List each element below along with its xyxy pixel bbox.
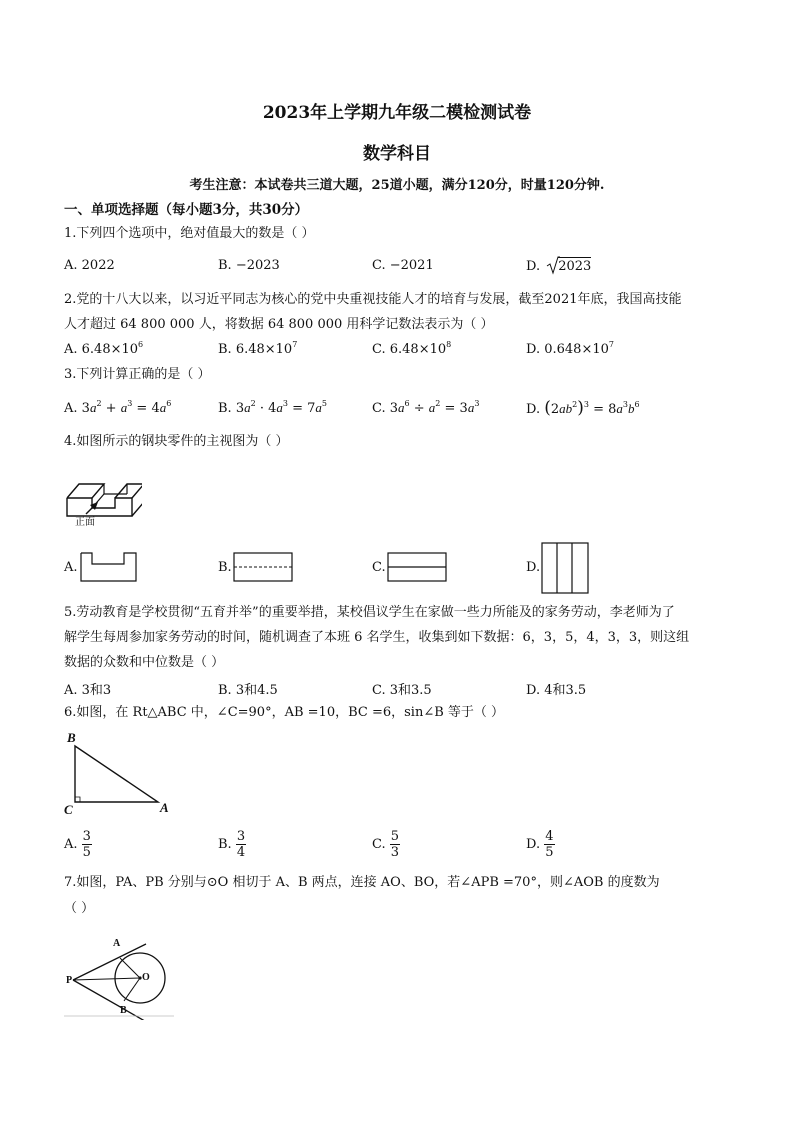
question-6-option-b (218, 829, 246, 860)
option-a-fraction (82, 829, 92, 860)
question-4-option-d: D. (526, 560, 541, 575)
question-2-stem-line1: 2.党的十八大以来，以习近平同志为核心的党中央重视技能人才的培育与发展，截至2021年底，我国高技能 (64, 292, 682, 307)
question-6-stem: 6.如图，在 Rt△ABC 中，∠C=90°，AB =10，BC =6，sin∠B 等于（ ） (64, 705, 505, 720)
question-7-stem-line1: 7.如图，PA、PB 分别与⊙O 相切于 A、B 两点，连接 AO、BO，若∠APB =70°，则∠AOB 的度数为 (64, 875, 660, 890)
triangle-label-b: B (67, 730, 76, 745)
option-d-prefix: D. (526, 259, 541, 274)
question-4-stem: 4.如图所示的钢块零件的主视图为（ ） (64, 434, 289, 449)
fraction-denominator: 5 (545, 845, 554, 860)
question-5-option-a: A. 3和3 (64, 683, 112, 698)
question-3-option-a: A. $3a^2 + a^3 = 4a^6$ (64, 399, 172, 416)
option-d-text: D. 0.648×10 (526, 342, 609, 357)
question-5-stem-line2: 解学生每周参加家务劳动的时间，随机调查了本班 6 名学生，收集到如下数据：6，3，5，4，3，3，则这组 (64, 630, 690, 645)
sqrt-radicand: 2023 (558, 259, 592, 274)
fraction-numerator: 4 (545, 829, 554, 844)
triangle-label-a: A (160, 800, 169, 815)
question-2-option-d (526, 342, 614, 357)
question-3-option-d: D. $(2ab^2)^3 = 8a^3b^6$ (526, 398, 640, 418)
option-d-letter: D. (526, 837, 541, 852)
option-d-exponent: 7 (608, 340, 614, 349)
option-d-fraction (544, 829, 554, 860)
option-b-text: B. 6.48×10 (218, 342, 293, 357)
circle-label-o: O (142, 972, 150, 983)
question-4-option-c: C. (372, 560, 386, 575)
option-b-shape (233, 552, 295, 584)
question-7-stem-line2: （ ） (64, 901, 95, 916)
option-c-exponent: 8 (446, 340, 452, 349)
question-5-option-c: C. 3和3.5 (372, 683, 432, 698)
question-6-option-d (526, 829, 555, 860)
question-2-option-b (218, 342, 297, 357)
circle-label-p: P (66, 975, 73, 986)
question-5-option-b: B. 3和4.5 (218, 683, 278, 698)
question-1-stem: 1.下列四个选项中，绝对值最大的数是（ ） (64, 226, 315, 241)
fraction-denominator: 5 (82, 845, 91, 860)
question-3-stem: 3.下列计算正确的是（ ） (64, 367, 211, 382)
question-2-option-c (372, 342, 451, 357)
option-a-exponent: 6 (138, 340, 144, 349)
question-6-option-c (372, 829, 400, 860)
fraction-denominator: 4 (236, 845, 246, 860)
option-d-shape (541, 542, 591, 596)
triangle-label-c: C (64, 802, 73, 817)
section-heading: 一、单项选择题（每小题3分，共30分） (64, 202, 309, 218)
question-1-option-d (526, 255, 591, 275)
question-5-stem-line3: 数据的众数和中位数是（ ） (64, 655, 225, 670)
option-c-text: C. 6.48×10 (372, 342, 447, 357)
option-a-text: A. 6.48×10 (64, 342, 139, 357)
option-b-exponent: 7 (292, 340, 298, 349)
question-5-option-d: D. 4和3.5 (526, 683, 587, 698)
question-3-option-c: C. $3a^6 \div a^2 = 3a^3$ (372, 399, 480, 416)
question-1-option-a: A. 2022 (64, 258, 115, 273)
question-4-option-b: B. (218, 560, 232, 575)
option-a-letter: A. (64, 837, 78, 852)
question-2-stem-line2: 人才超过 64 800 000 人，将数据 64 800 000 用科学记数法表示为（ ） (64, 317, 494, 332)
question-4-option-a: A. (64, 560, 78, 575)
exam-notice: 考生注意：本试卷共三道大题，25道小题，满分120分，时量120分钟. (189, 178, 605, 193)
question-3-option-b: B. $3a^2 \cdot 4a^3 = 7a^5$ (218, 399, 327, 416)
fraction-numerator: 3 (236, 829, 246, 844)
option-c-shape (387, 552, 449, 584)
option-b-letter: B. (218, 837, 232, 852)
circle-label-a: A (113, 938, 121, 949)
option-c-letter: C. (372, 837, 386, 852)
front-view-label: 正面 (75, 517, 95, 528)
fraction-denominator: 3 (390, 845, 400, 860)
fraction-numerator: 5 (390, 829, 400, 844)
question-1-option-b: B. −2023 (218, 258, 280, 273)
fraction-numerator: 3 (82, 829, 91, 844)
steel-block-figure (62, 462, 142, 530)
question-2-option-a (64, 342, 143, 357)
question-1-option-c: C. −2021 (372, 258, 434, 273)
question-6-option-a (64, 829, 92, 860)
option-b-fraction (236, 829, 246, 860)
option-a-shape (80, 552, 140, 584)
option-c-fraction (390, 829, 400, 860)
exam-title: 2023年上学期九年级二模检测试卷 (262, 103, 532, 123)
circle-label-b: B (120, 1005, 127, 1016)
subject-title: 数学科目 (363, 144, 431, 164)
question-5-stem-line1: 5.劳动教育是学校贯彻“五育并举”的重要举措，某校倡议学生在家做一些力所能及的家务劳动，李老师为了 (64, 605, 675, 620)
